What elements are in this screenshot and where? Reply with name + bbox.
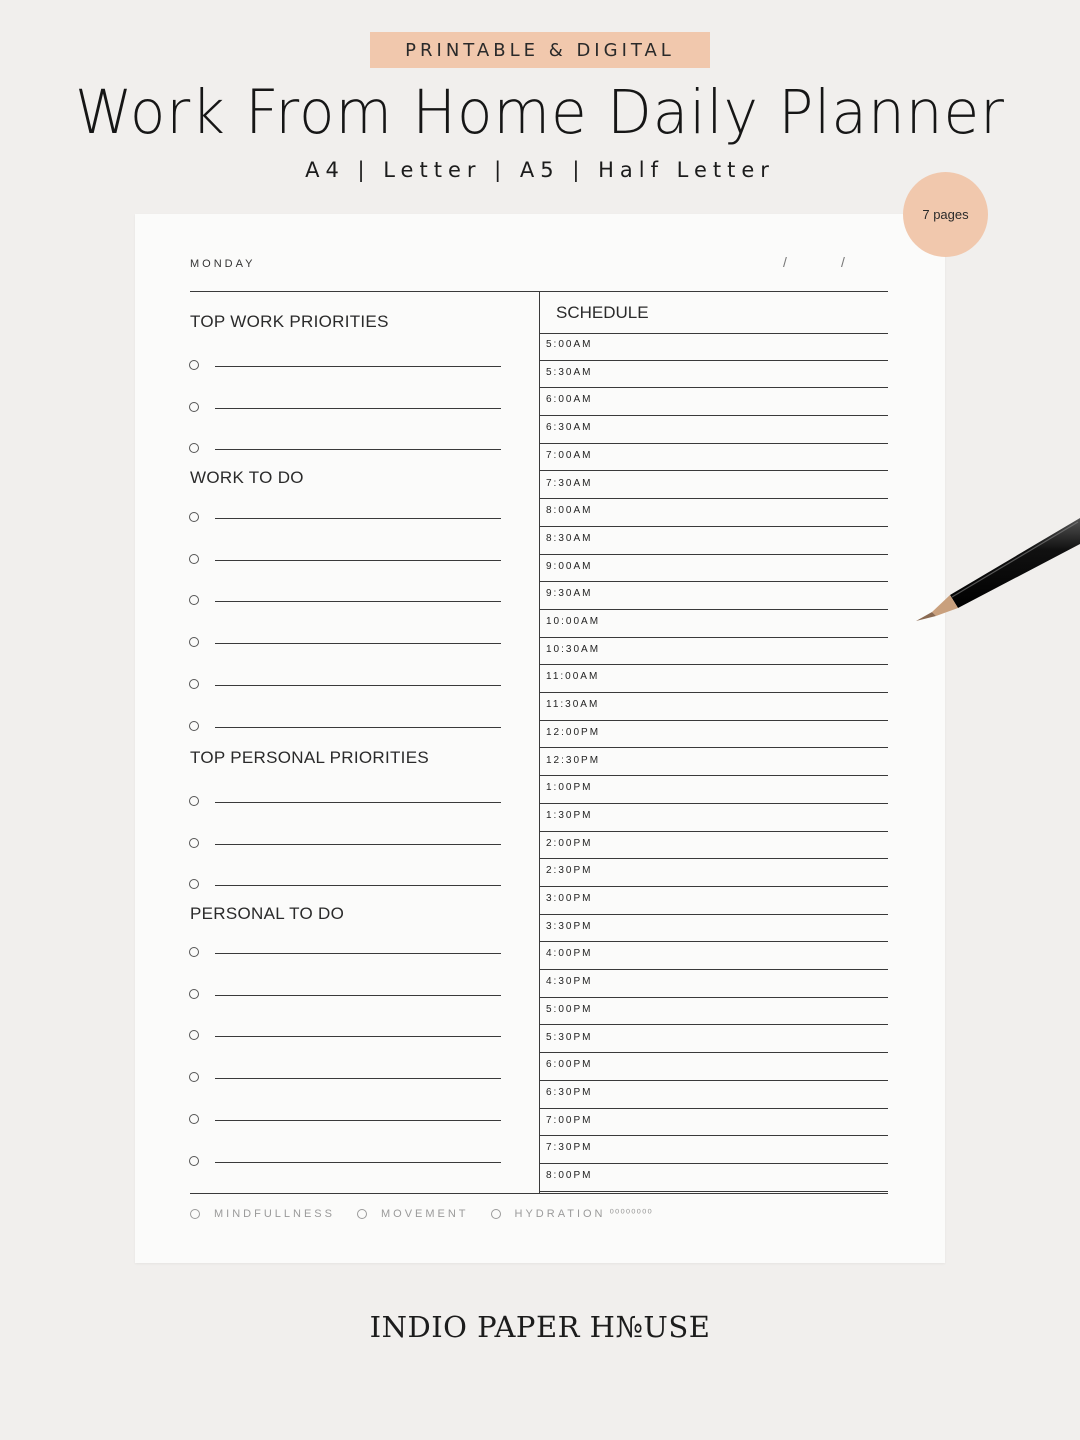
checkbox-circle-icon[interactable] <box>189 721 199 731</box>
time-label: 6:00PM <box>546 1059 593 1071</box>
writing-line[interactable] <box>215 995 501 996</box>
habit-label: MOVEMENT <box>380 1207 469 1220</box>
checklist-item[interactable] <box>189 359 501 373</box>
section-title: TOP WORK PRIORITIES <box>190 312 389 331</box>
checkbox-circle-icon[interactable] <box>189 512 199 522</box>
time-label: 6:30AM <box>546 422 593 434</box>
schedule-slot[interactable] <box>540 859 888 887</box>
time-label: 10:00AM <box>546 616 601 627</box>
schedule-slot[interactable] <box>540 693 888 721</box>
time-label: 12:00PM <box>546 726 601 738</box>
checklist-item[interactable] <box>189 795 501 809</box>
checkbox-circle-icon[interactable] <box>189 879 199 889</box>
writing-line[interactable] <box>215 1120 501 1121</box>
checklist-item[interactable] <box>189 1155 501 1169</box>
schedule-slot[interactable] <box>540 942 888 970</box>
water-drop-icons: ⁰⁰⁰⁰⁰⁰⁰⁰ <box>609 1208 653 1220</box>
schedule-title: SCHEDULE <box>556 303 649 322</box>
checklist-item[interactable] <box>189 678 501 692</box>
time-label: 6:30PM <box>546 1086 593 1098</box>
checkbox-circle-icon[interactable] <box>189 402 199 412</box>
checkbox-circle-icon[interactable] <box>189 443 199 453</box>
checkbox-circle-icon[interactable] <box>190 1209 200 1219</box>
schedule-slot[interactable] <box>540 665 888 693</box>
section-title: TOP PERSONAL PRIORITIES <box>190 748 429 767</box>
schedule-slot[interactable] <box>540 1164 888 1192</box>
pages-badge: 7 pages <box>903 172 988 257</box>
checkbox-circle-icon[interactable] <box>189 360 199 370</box>
schedule-slot[interactable] <box>540 499 888 527</box>
habit-mindfulness[interactable] <box>190 1208 335 1220</box>
writing-line[interactable] <box>215 449 501 450</box>
writing-line[interactable] <box>215 1036 501 1037</box>
checklist-item[interactable] <box>189 1029 501 1043</box>
time-label: 8:00AM <box>546 505 593 517</box>
time-label: 1:30PM <box>546 809 593 821</box>
pen-icon <box>910 500 1080 630</box>
bottom-rule <box>190 1193 888 1194</box>
checkbox-circle-icon[interactable] <box>189 796 199 806</box>
schedule-slot[interactable] <box>540 1136 888 1164</box>
time-label: 11:30AM <box>546 699 600 711</box>
schedule-slot[interactable] <box>540 832 888 860</box>
checklist-item[interactable] <box>189 1071 501 1085</box>
checklist-item[interactable] <box>189 720 501 734</box>
time-label: 12:30PM <box>546 754 601 766</box>
time-label: 2:00PM <box>546 837 593 849</box>
schedule-slot[interactable] <box>540 721 888 749</box>
writing-line[interactable] <box>215 643 501 644</box>
schedule-slot[interactable] <box>540 527 888 555</box>
schedule-slot[interactable] <box>540 444 888 472</box>
section-title: WORK TO DO <box>190 468 304 487</box>
checkbox-circle-icon[interactable] <box>189 947 199 957</box>
habit-label: HYDRATION <box>514 1207 606 1220</box>
writing-line[interactable] <box>215 560 501 561</box>
checklist-item[interactable] <box>189 988 501 1002</box>
time-label: 8:30AM <box>546 532 593 544</box>
time-label: 2:30PM <box>546 865 593 877</box>
writing-line[interactable] <box>215 953 501 954</box>
schedule-slot[interactable] <box>540 416 888 444</box>
schedule-slot[interactable] <box>540 555 888 583</box>
time-label: 5:00PM <box>546 1003 593 1015</box>
time-label: 5:00AM <box>546 339 593 350</box>
schedule-slot[interactable] <box>540 333 888 361</box>
time-label: 9:30AM <box>546 588 593 600</box>
time-label: 3:30PM <box>546 920 593 932</box>
writing-line[interactable] <box>215 518 501 519</box>
checklist-item[interactable] <box>189 636 501 650</box>
date-separator: / <box>841 254 845 270</box>
time-label: 3:00PM <box>546 893 593 904</box>
checklist-item[interactable] <box>189 511 501 525</box>
time-label: 8:00PM <box>546 1170 593 1181</box>
writing-line[interactable] <box>215 366 501 367</box>
writing-line[interactable] <box>215 685 501 686</box>
writing-line[interactable] <box>215 601 501 602</box>
schedule-slot[interactable] <box>540 970 888 998</box>
schedule-slot[interactable] <box>540 472 888 500</box>
checkbox-circle-icon[interactable] <box>189 595 199 605</box>
time-label: 4:00PM <box>546 948 593 960</box>
checkbox-circle-icon[interactable] <box>189 1072 199 1082</box>
time-label: 6:00AM <box>546 394 593 406</box>
schedule-slot[interactable] <box>540 582 888 610</box>
time-label: 7:30PM <box>546 1142 593 1154</box>
checklist-item[interactable] <box>189 1113 501 1127</box>
schedule-slot[interactable] <box>540 638 888 666</box>
writing-line[interactable] <box>215 844 501 845</box>
checklist-item[interactable] <box>189 442 501 456</box>
day-label: MONDAY <box>190 258 256 270</box>
checklist-item[interactable] <box>189 878 501 892</box>
brand-logo: INDIO PAPER H№USE <box>369 1310 711 1344</box>
size-options: A4 | Letter | A5 | Half Letter <box>305 158 775 182</box>
habit-hydration[interactable] <box>491 1207 653 1220</box>
schedule-slot[interactable] <box>540 1053 888 1081</box>
writing-line[interactable] <box>215 1078 501 1079</box>
checkbox-circle-icon[interactable] <box>491 1209 501 1219</box>
time-label: 5:30AM <box>546 366 593 378</box>
section-title: PERSONAL TO DO <box>190 904 345 923</box>
checkbox-circle-icon[interactable] <box>189 1030 199 1040</box>
schedule-slot[interactable] <box>540 887 888 915</box>
checklist-item[interactable] <box>189 946 501 960</box>
schedule-slot[interactable] <box>540 915 888 943</box>
time-label: 11:00AM <box>546 671 600 683</box>
time-label: 7:30AM <box>546 477 593 489</box>
schedule-slot[interactable] <box>540 1109 888 1137</box>
time-label: 7:00PM <box>546 1114 593 1126</box>
checklist-item[interactable] <box>189 837 501 851</box>
schedule-slot[interactable] <box>540 388 888 416</box>
habit-tracker <box>190 1207 675 1220</box>
schedule-slot[interactable] <box>540 1026 888 1054</box>
checkbox-circle-icon[interactable] <box>189 637 199 647</box>
writing-line[interactable] <box>215 727 501 728</box>
time-label: 4:30PM <box>546 976 593 988</box>
time-label: 9:00AM <box>546 560 593 572</box>
schedule-slot[interactable] <box>540 610 888 638</box>
checkbox-circle-icon[interactable] <box>189 1156 199 1166</box>
format-tag: PRINTABLE & DIGITAL <box>370 32 710 68</box>
checklist-item[interactable] <box>189 594 501 608</box>
writing-line[interactable] <box>215 1162 501 1163</box>
schedule-slot[interactable] <box>540 776 888 804</box>
writing-line[interactable] <box>215 408 501 409</box>
checkbox-circle-icon[interactable] <box>189 838 199 848</box>
time-label: 5:30PM <box>546 1031 593 1043</box>
writing-line[interactable] <box>215 802 501 803</box>
page-title: Work From Home Daily Planner <box>74 76 1006 148</box>
writing-line[interactable] <box>215 885 501 886</box>
time-label: 1:00PM <box>546 782 593 794</box>
schedule-slot[interactable] <box>540 804 888 832</box>
schedule-slot[interactable] <box>540 749 888 777</box>
checkbox-circle-icon[interactable] <box>357 1209 367 1219</box>
checklist-item[interactable] <box>189 401 501 415</box>
habit-label: MINDFULLNESS <box>214 1207 335 1220</box>
schedule-slot[interactable] <box>540 361 888 389</box>
habit-movement[interactable] <box>357 1208 469 1220</box>
checkbox-circle-icon[interactable] <box>189 554 199 564</box>
time-label: 10:30AM <box>546 643 601 655</box>
checkbox-circle-icon[interactable] <box>189 679 199 689</box>
time-label: 7:00AM <box>546 449 593 461</box>
schedule-slot[interactable] <box>540 1081 888 1109</box>
checkbox-circle-icon[interactable] <box>189 1114 199 1124</box>
date-separator: / <box>783 254 787 270</box>
planner-page <box>135 214 945 1263</box>
schedule-slot[interactable] <box>540 998 888 1026</box>
checkbox-circle-icon[interactable] <box>189 989 199 999</box>
checklist-item[interactable] <box>189 553 501 567</box>
